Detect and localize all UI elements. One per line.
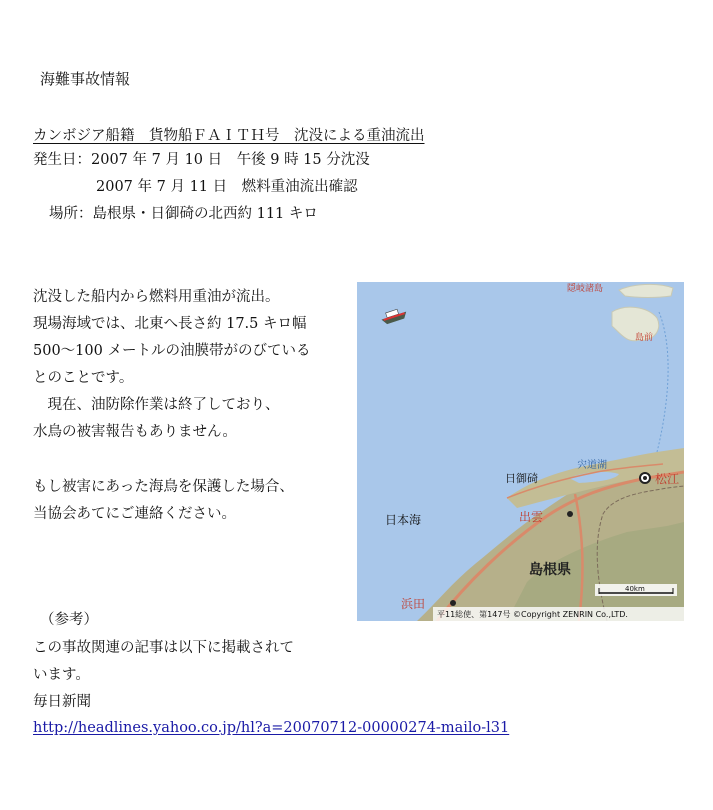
body-line: とのことです。: [33, 370, 134, 386]
body-line: 500〜100 メートルの油膜帯がのびている: [33, 343, 311, 359]
label-prefecture: 島根県: [529, 562, 571, 578]
date-value-1: 2007 年 7 月 10 日 午後 9 時 15 分沈没: [91, 152, 370, 168]
label-izumo: 出雲: [519, 510, 544, 524]
location-map: [357, 282, 684, 621]
reference-line: います。: [33, 667, 90, 683]
reference-source: 毎日新聞: [33, 694, 91, 710]
matsue-dot: [643, 476, 647, 480]
body-line: 現場海域では、北東へ長さ約 17.5 キロ幅: [33, 316, 307, 332]
body-line: 水鳥の被害報告もありません。: [33, 424, 237, 440]
map-svg: [357, 282, 684, 621]
incident-title: カンボジア船籍 貨物船ＦＡＩＴＨ号 沈没による重油流出: [33, 128, 425, 144]
reference-line: この事故関連の記事は以下に掲載されて: [33, 640, 294, 656]
body-paragraph: [33, 284, 310, 446]
scale-bar: [595, 584, 677, 596]
body-line: 現在、油防除作業は終了しており、: [33, 397, 280, 413]
date-label: 発生日：: [33, 152, 91, 168]
contact-line: もし被害にあった海鳥を保護した場合、: [33, 479, 294, 495]
label-matsue: 松江: [655, 472, 680, 486]
contact-paragraph: [33, 474, 294, 528]
izumo-dot: [567, 511, 573, 517]
date-row-1: [33, 147, 370, 174]
contact-line: 当協会あてにご連絡ください。: [33, 506, 236, 522]
place-value: 島根県・日御碕の北西約 111 キロ: [92, 206, 318, 222]
hamada-dot: [450, 600, 456, 606]
label-sea: 日本海: [385, 513, 422, 527]
map-copyright: 平11総使、第147号 ©Copyright ZENRIN Co.,LTD.: [437, 610, 628, 619]
date-value-2: 2007 年 7 月 11 日 燃料重油流出確認: [96, 179, 358, 195]
body-line: 沈没した船内から燃料用重油が流出。: [33, 289, 280, 305]
scale-label: 40km: [625, 585, 645, 593]
place-row: [49, 201, 318, 228]
place-label: 場所：: [49, 206, 93, 222]
label-dogo: 島前: [635, 333, 654, 343]
label-oki: 隠岐諸島: [567, 284, 604, 294]
reference-link[interactable]: http://headlines.yahoo.co.jp/hl?a=20070712-00000274-mailo-l31: [33, 720, 510, 736]
label-hinomisaki: 日御碕: [505, 472, 538, 485]
label-shinji: 宍道湖: [577, 460, 607, 471]
reference-heading: （参考）: [40, 612, 98, 628]
reference-paragraph: [33, 635, 294, 716]
page-title: 海難事故情報: [40, 70, 131, 88]
label-hamada: 浜田: [401, 597, 426, 611]
